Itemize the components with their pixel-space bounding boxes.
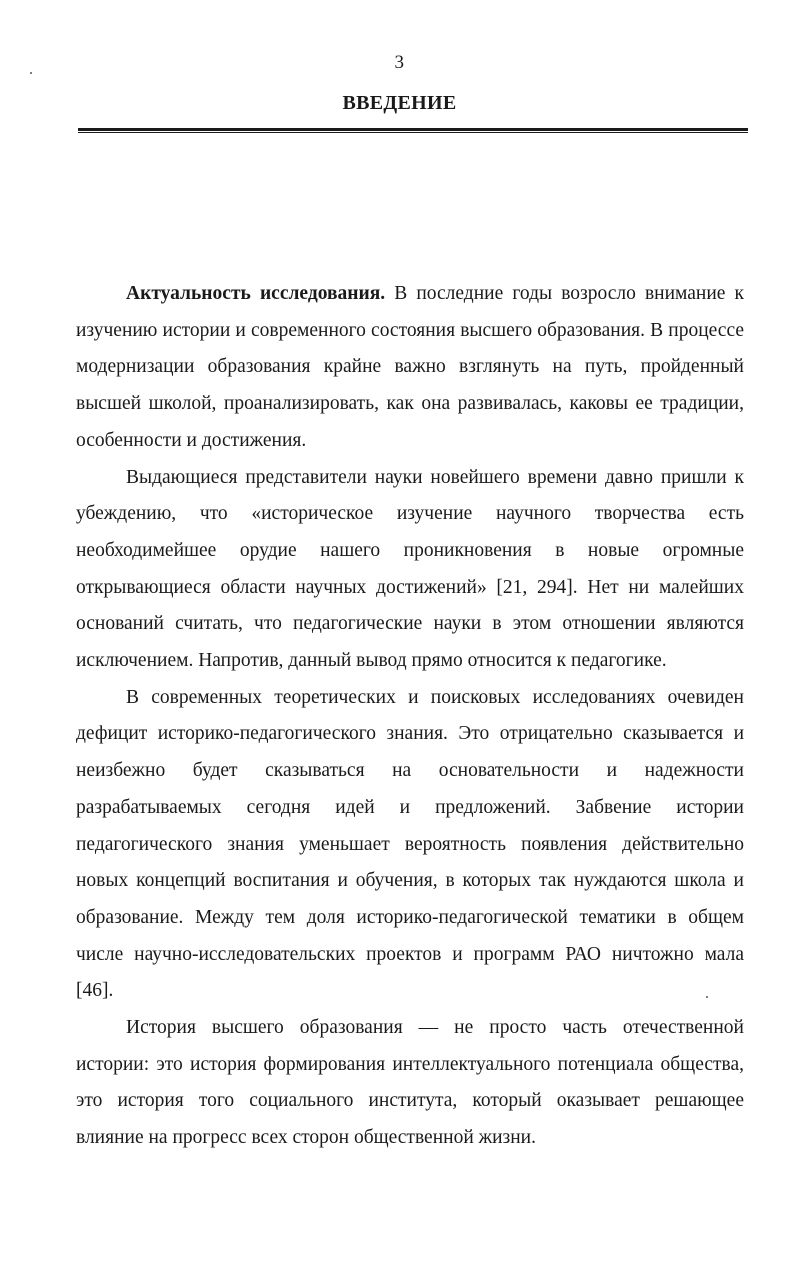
paragraph-relevance xyxy=(76,276,744,460)
scan-speck xyxy=(30,72,32,74)
page-heading: ВВЕДЕНИЕ xyxy=(342,92,457,114)
paragraph-science: Выдающиеся представители науки новейшего времени давно пришли к убеждению, что «историческое изучение научного творчества есть необходимейшее орудие нашего проникновения в новые огромные открывающиеся области научных достижений» [21, 294]. Нет ни малейших оснований считать, что педагогические науки в этом отношении являются исключением. Напротив, данный вывод прямо относится к педагогике. xyxy=(76,466,744,672)
heading-rule xyxy=(78,128,748,133)
page-number: 3 xyxy=(394,52,405,73)
paragraph-history: История высшего образования — не просто часть отечественной истории: это история формирования интеллектуального потенциала общества, это история того социального института, который оказывает решающее влияние на прогресс всех сторон общественной жизни. xyxy=(76,1017,744,1149)
scan-speck xyxy=(706,996,708,998)
paragraph-lead: Актуальность исследования. xyxy=(126,283,386,304)
paragraph-deficit: В современных теоретических и поисковых исследованиях очевиден дефицит историко-педагогического знания. Это отрицательно сказывается и неизбежно будет сказываться на основательности и надежности разрабатываемых сегодня идей и предложений. Забвение истории педагогического знания уменьшает вероятность появления действительно новых концепций воспитания и обучения, в которых так нуждаются школа и образование. Между тем доля историко-педагогической тематики в общем числе научно-исследовательских проектов и программ РАО ничтожно мала [46]. xyxy=(76,686,744,1002)
body-text xyxy=(76,276,744,1157)
paragraph-text: В последние годы возросло внимание к изучению истории и современного состояния высшего образования. В процессе модернизации образования крайне важно взглянуть на путь, пройденный высшей школой, проанализировать, как она развивалась, каковы ее традиции, особенности и достижения. xyxy=(76,283,744,451)
